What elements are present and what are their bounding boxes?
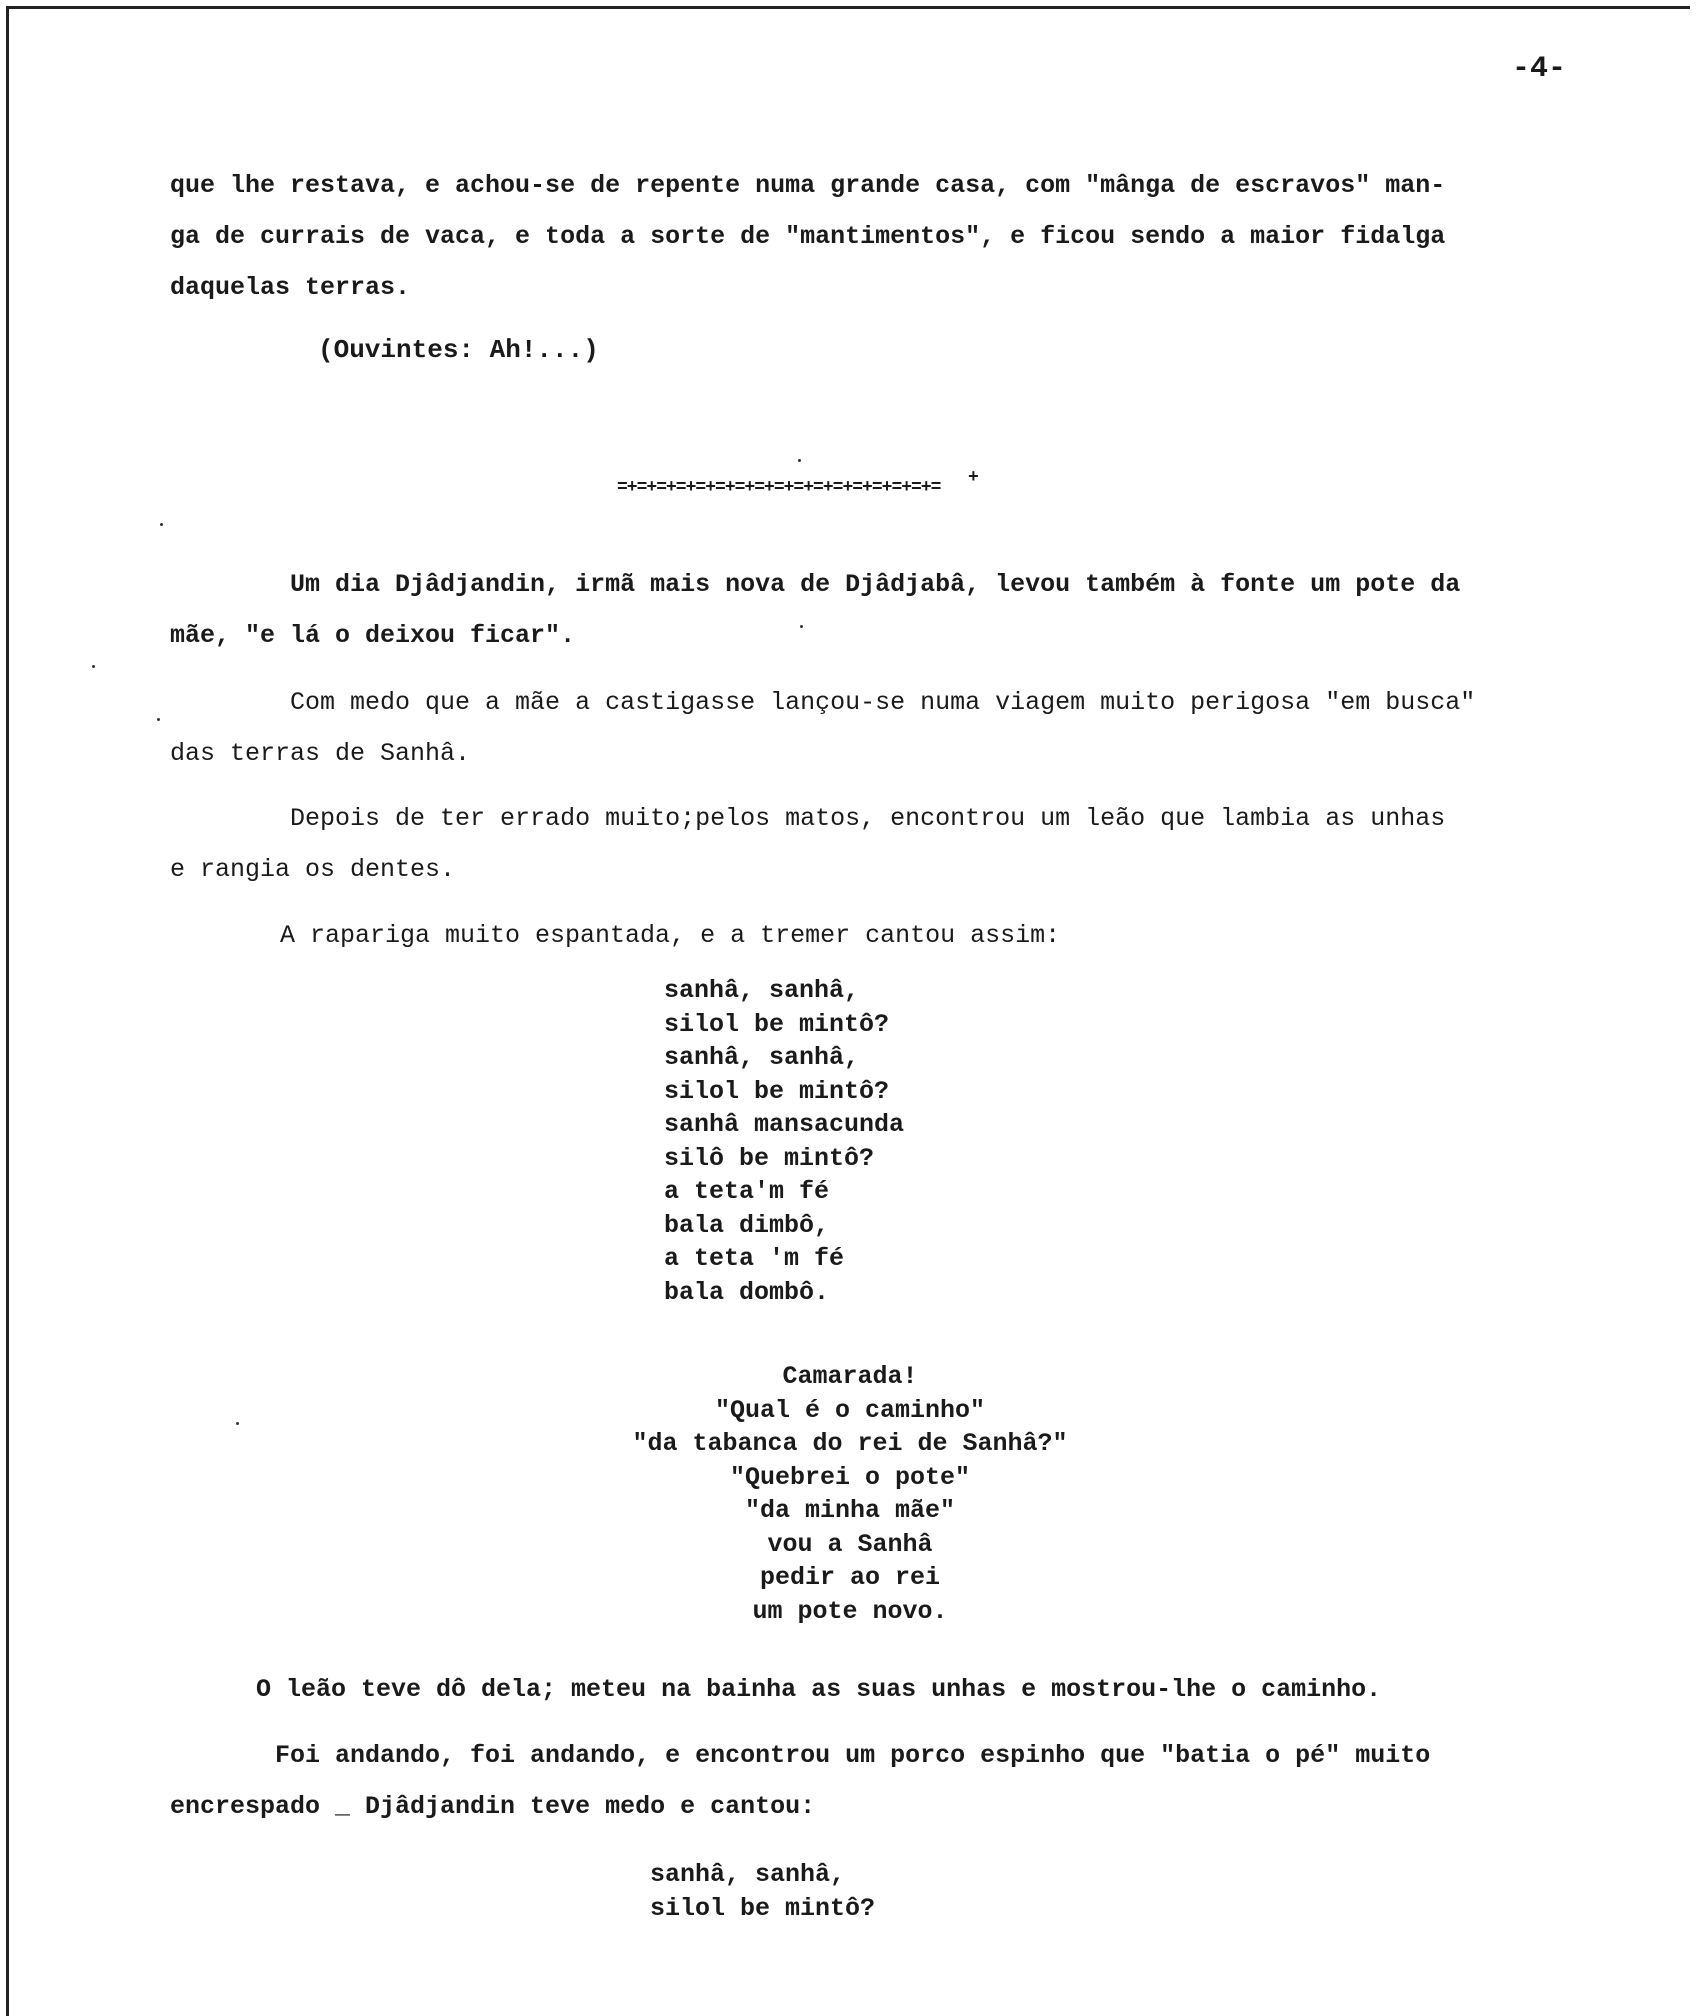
paragraph-3-line: das terras de Sanhâ. <box>170 739 471 768</box>
chorus-line: "da minha mãe" <box>744 1496 956 1525</box>
paragraph-1-line: daquelas terras. <box>170 273 411 302</box>
chorus-line: "Qual é o caminho" <box>714 1395 986 1425</box>
paragraph-5: A rapariga muito espantada, e a tremer cantou assim: <box>280 921 1061 950</box>
song-line: sanhâ, sanhâ, <box>664 976 860 1005</box>
paragraph-7-line: encrespado _ Djâdjandin teve medo e cantou: <box>170 1792 816 1821</box>
paragraph-7-line: Foi andando, foi andando, e encontrou um porco espinho que "batia o pé" muito <box>170 1741 1431 1770</box>
paragraph-4-line: e rangia os dentes. <box>170 855 456 884</box>
paragraph-2-line: Um dia Djâdjandin, irmã mais nova de Djâdjabâ, levou também à fonte um pote da <box>170 570 1461 599</box>
scan-speck <box>236 1422 239 1425</box>
paragraph-2 <box>170 559 1460 661</box>
paragraph-6: O leão teve dô dela; meteu na bainha as suas unhas e mostrou-lhe o caminho. <box>256 1675 1382 1704</box>
song-line: silô be mintô? <box>664 1143 875 1173</box>
song-line: a teta'm fé <box>664 1177 830 1206</box>
scan-speck <box>92 665 95 668</box>
scan-speck <box>157 718 160 721</box>
scan-speck <box>160 523 163 526</box>
song-line: a teta 'm fé <box>664 1244 845 1273</box>
paragraph-7 <box>170 1730 1430 1832</box>
song-verse-1 <box>664 974 904 1309</box>
song-line: sanhâ, sanhâ, <box>664 1043 860 1072</box>
paragraph-1-line: ga de currais de vaca, e toda a sorte de "mantimentos", e ficou sendo a maior fidalga <box>170 222 1446 251</box>
paragraph-1-line: que lhe restava, e achou-se de repente numa grande casa, com "mânga de escravos" man- <box>170 171 1446 200</box>
song-line: sanhâ, sanhâ, <box>650 1860 846 1889</box>
paragraph-3 <box>170 677 1475 779</box>
paragraph-2-line: mãe, "e lá o deixou ficar". <box>170 621 576 650</box>
paragraph-1 <box>170 160 1445 313</box>
chorus-line: pedir ao rei <box>759 1563 941 1592</box>
chorus-line: "Quebrei o pote" <box>729 1462 971 1492</box>
song-chorus <box>560 1360 1140 1628</box>
chorus-line: Camarada! <box>782 1362 918 1391</box>
song-line: silol be mintô? <box>664 1076 890 1106</box>
section-separator: =+=+=+=+=+=+=+=+=+=+=+=+=+=+=+=+= <box>617 478 941 498</box>
song-line: bala dimbô, <box>664 1210 830 1240</box>
chorus-line: vou a Sanhâ <box>767 1529 933 1559</box>
paragraph-4 <box>170 793 1445 895</box>
chorus-line: um pote novo. <box>752 1596 948 1626</box>
song-line: silol be mintô? <box>664 1009 890 1039</box>
scan-speck <box>798 459 801 462</box>
separator-plus-mark: + <box>968 468 979 488</box>
listeners-note: (Ouvintes: Ah!...) <box>318 335 599 365</box>
song-line: bala dombô. <box>664 1277 830 1307</box>
paragraph-3-line: Com medo que a mãe a castigasse lançou-se numa viagem muito perigosa "em busca" <box>170 688 1476 717</box>
scan-speck <box>800 625 803 628</box>
song-verse-2 <box>650 1858 875 1925</box>
chorus-line: "da tabanca do rei de Sanhâ?" <box>632 1429 1068 1458</box>
song-line: silol be mintô? <box>650 1893 876 1923</box>
paragraph-4-line: Depois de ter errado muito;pelos matos, encontrou um leão que lambia as unhas <box>170 804 1446 833</box>
page-number: -4- <box>1512 52 1567 86</box>
song-line: sanhâ mansacunda <box>664 1110 905 1139</box>
